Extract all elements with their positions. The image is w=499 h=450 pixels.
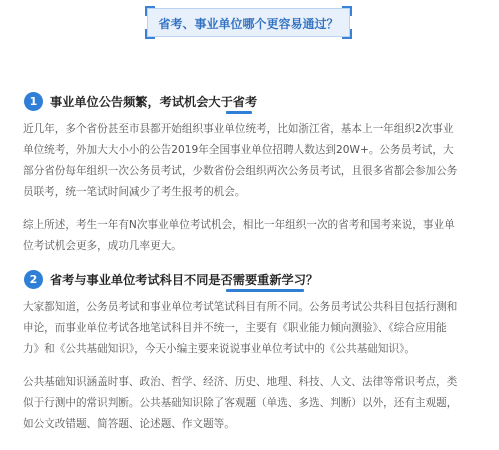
text-line: 员联考，统一笔试时间减少了考生报考的机会。 xyxy=(23,186,246,198)
section-1-paragraph-2 xyxy=(23,215,483,257)
section-2-paragraph-1 xyxy=(23,297,483,360)
text-line: 申论，而事业单位考试各地笔试科目并不统一，主要有《职业能力倾向测验》、《综合应用能 xyxy=(23,322,447,334)
section-number-badge: 2 xyxy=(24,270,43,289)
text-line: 力》和《公共基础知识》，今天小编主要来说说事业单位考试中的《公共基础知识》。 xyxy=(23,343,415,355)
section-2-paragraph-2 xyxy=(23,372,483,435)
section-heading-text: 事业单位公告频繁，考试机会大于省考 xyxy=(50,94,258,109)
text-line: 近几年，多个省份甚至市县都开始组织事业单位统考，比如浙江省，基本上一年组织2次事业 xyxy=(23,123,454,135)
text-line: 位考试机会更多，成功几率更大。 xyxy=(23,240,182,252)
text-line: 综上所述，考生一年有N次事业单位考试机会，相比一年组织一次的省考和国考来说，事业单 xyxy=(23,219,455,231)
text-line: 部分省份每年组织一次公务员考试，少数省份会组织两次公务员考试，且很多省都会参加公务 xyxy=(23,165,458,177)
text-line: 如公文改错题、简答题、论述题、作文题等。 xyxy=(23,418,235,430)
text-line: 似于行测中的常识判断。公共基础知识除了客观题（单选、多选、判断）以外，还有主观题， xyxy=(23,397,458,409)
section-number-badge: 1 xyxy=(24,92,43,111)
section-1-paragraph-1 xyxy=(23,119,483,203)
text-line: 公共基础知识涵盖时事、政治、哲学、经济、历史、地理、科技、人文、法律等常识考点，类 xyxy=(23,376,458,388)
heading-underline xyxy=(226,289,304,292)
section-1-heading xyxy=(24,91,257,111)
section-2-heading xyxy=(24,269,318,289)
section-heading-text: 省考与事业单位考试科目不同是否需要重新学习？ xyxy=(50,272,319,287)
article-title: 省考、事业单位哪个更容易通过？ xyxy=(158,17,339,31)
text-line: 大家都知道，公务员考试和事业单位考试笔试科目有所不同。公务员考试公共科目包括行测和 xyxy=(23,301,458,313)
heading-underline xyxy=(226,111,252,114)
text-line: 单位统考，外加大大小小的公告2019年全国事业单位招聘人数达到20W+。公务员考试，大 xyxy=(23,144,454,156)
article-title-box xyxy=(147,8,350,37)
